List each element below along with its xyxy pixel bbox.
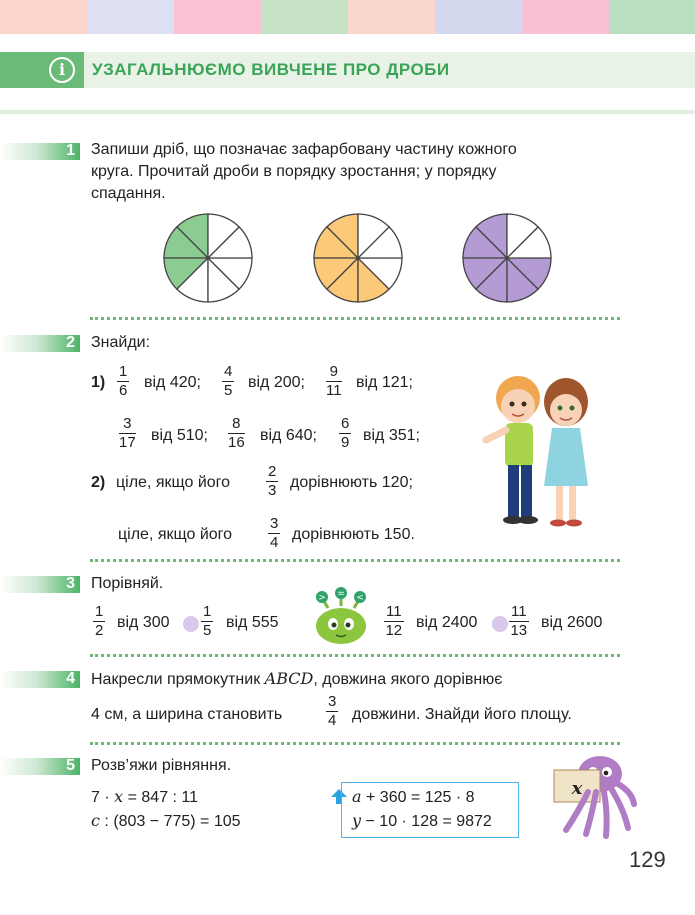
task1-line: Запиши дріб, що позначає зафарбовану частину кожного bbox=[91, 141, 517, 158]
denominator: 12 bbox=[385, 622, 403, 639]
mascot-sign: < bbox=[356, 593, 364, 603]
octopus-illustration bbox=[548, 752, 638, 840]
denominator: 3 bbox=[268, 482, 277, 499]
numerator: 2 bbox=[268, 463, 277, 480]
variable: y bbox=[352, 811, 362, 830]
equation-part: : (803 − 775) = 105 bbox=[104, 813, 241, 830]
denominator: 4 bbox=[270, 534, 279, 551]
sign-variable: x bbox=[571, 778, 583, 799]
compare-slot[interactable] bbox=[183, 616, 199, 632]
task5-intro: Розв’яжи рівняння. bbox=[91, 757, 232, 774]
denominator: 5 bbox=[224, 382, 233, 399]
task-number-tab bbox=[0, 576, 80, 593]
numerator: 4 bbox=[224, 363, 233, 380]
expression-text: від 420; bbox=[144, 374, 201, 391]
fraction bbox=[117, 363, 129, 400]
expression-text: дорівнюють 150. bbox=[292, 526, 415, 543]
equation bbox=[352, 810, 492, 833]
variable: c bbox=[91, 811, 100, 830]
equation-part: − 10 · 128 = 9872 bbox=[365, 813, 492, 830]
compare-slot[interactable] bbox=[492, 616, 508, 632]
stripe bbox=[174, 0, 261, 34]
expression-text: від 510; bbox=[151, 427, 208, 444]
numerator: 8 bbox=[228, 415, 245, 434]
expression-text: ціле, якщо його bbox=[116, 474, 231, 491]
stripe bbox=[435, 0, 522, 34]
numerator: 11 bbox=[386, 603, 402, 620]
variable: a bbox=[352, 787, 362, 806]
expression-text: дорівнюють 120; bbox=[290, 474, 413, 491]
task-number-tab bbox=[0, 143, 80, 160]
fraction-circle bbox=[314, 214, 402, 302]
fraction bbox=[384, 603, 404, 640]
numerator: 6 bbox=[341, 415, 350, 432]
stripe bbox=[609, 0, 695, 34]
denominator: 13 bbox=[510, 622, 528, 639]
variable: x bbox=[114, 787, 124, 806]
fraction-circle bbox=[463, 214, 551, 302]
numerator: 1 bbox=[119, 363, 128, 380]
task-number-tab bbox=[0, 335, 80, 352]
numerator: 1 bbox=[203, 603, 212, 620]
fraction bbox=[266, 463, 278, 500]
expression-text: від 121; bbox=[356, 374, 413, 391]
part-label: 2) bbox=[91, 474, 106, 491]
fraction bbox=[119, 415, 136, 452]
mascot-sign: > bbox=[318, 593, 326, 603]
task2-intro: Знайди: bbox=[91, 334, 151, 351]
equation-part: + 360 = 125 · 8 bbox=[366, 789, 475, 806]
task-number: 1 bbox=[66, 142, 75, 159]
expression-text: від 640; bbox=[260, 427, 317, 444]
numerator: 3 bbox=[119, 415, 136, 434]
part-label: 1) bbox=[91, 374, 106, 391]
compare-mascot bbox=[310, 586, 372, 646]
fraction bbox=[509, 603, 529, 640]
denominator: 16 bbox=[228, 434, 245, 451]
mascot-sign: = bbox=[337, 589, 345, 599]
divider bbox=[90, 742, 620, 745]
task1-line: спадання. bbox=[91, 185, 166, 202]
expression-text: ціле, якщо його bbox=[118, 526, 233, 543]
denominator: 9 bbox=[341, 434, 350, 451]
equation-part: 7 · bbox=[91, 789, 110, 806]
task-number: 2 bbox=[66, 334, 75, 351]
numerator: 9 bbox=[326, 363, 342, 382]
fraction-circle bbox=[164, 214, 252, 302]
divider bbox=[90, 317, 620, 320]
expression-text: від 351; bbox=[363, 427, 420, 444]
info-icon: i bbox=[49, 57, 75, 83]
stripe bbox=[261, 0, 348, 34]
numerator: 11 bbox=[511, 603, 527, 620]
fraction bbox=[326, 363, 342, 400]
expression-text: від 2400 bbox=[416, 614, 478, 631]
fraction bbox=[326, 693, 338, 730]
numerator: 3 bbox=[270, 515, 279, 532]
divider bbox=[90, 559, 620, 562]
fraction bbox=[339, 415, 351, 452]
task-number-tab bbox=[0, 758, 80, 775]
task4-line1 bbox=[91, 668, 502, 691]
denominator: 6 bbox=[119, 382, 128, 399]
task1-line: круга. Прочитай дроби в порядку зростання; у порядку bbox=[91, 163, 497, 180]
denominator: 17 bbox=[119, 434, 136, 451]
task4-text: Накресли прямокутник bbox=[91, 671, 261, 688]
equation bbox=[91, 810, 241, 833]
task-number: 3 bbox=[66, 575, 75, 592]
numerator: 1 bbox=[95, 603, 104, 620]
header-divider bbox=[0, 110, 695, 114]
rectangle-name: ABCD bbox=[264, 669, 314, 688]
page-title: УЗАГАЛЬНЮЄМО ВИВЧЕНЕ ПРО ДРОБИ bbox=[92, 60, 450, 79]
equation-part: = 847 : 11 bbox=[127, 789, 199, 806]
stripe bbox=[348, 0, 435, 34]
expression-text: від 2600 bbox=[541, 614, 603, 631]
fraction bbox=[93, 603, 105, 640]
denominator: 11 bbox=[326, 382, 342, 399]
fraction bbox=[201, 603, 213, 640]
stripe bbox=[87, 0, 174, 34]
task4-line2: 4 см, а ширина становить bbox=[91, 706, 283, 723]
expression-text: від 200; bbox=[248, 374, 305, 391]
stripe bbox=[0, 0, 87, 34]
numerator: 3 bbox=[328, 693, 337, 710]
task-number-tab bbox=[0, 671, 80, 688]
denominator: 4 bbox=[328, 712, 337, 729]
denominator: 5 bbox=[203, 622, 212, 639]
children-illustration bbox=[478, 368, 608, 533]
task-number: 4 bbox=[66, 670, 75, 687]
page-number: 129 bbox=[629, 847, 666, 872]
task3-intro: Порівняй. bbox=[91, 575, 164, 592]
equation bbox=[352, 786, 475, 809]
fraction bbox=[222, 363, 234, 400]
expression-text: від 300 bbox=[117, 614, 170, 631]
task-number: 5 bbox=[66, 757, 75, 774]
expression-text: від 555 bbox=[226, 614, 279, 631]
equation bbox=[91, 786, 198, 809]
task4-line2-end: довжини. Знайди його площу. bbox=[352, 706, 572, 723]
fraction-circles bbox=[150, 205, 570, 315]
fraction bbox=[268, 515, 280, 552]
stripe bbox=[522, 0, 609, 34]
task4-text: , довжина якого дорівнює bbox=[313, 671, 503, 688]
denominator: 2 bbox=[95, 622, 104, 639]
fraction bbox=[228, 415, 245, 452]
divider bbox=[90, 654, 620, 657]
